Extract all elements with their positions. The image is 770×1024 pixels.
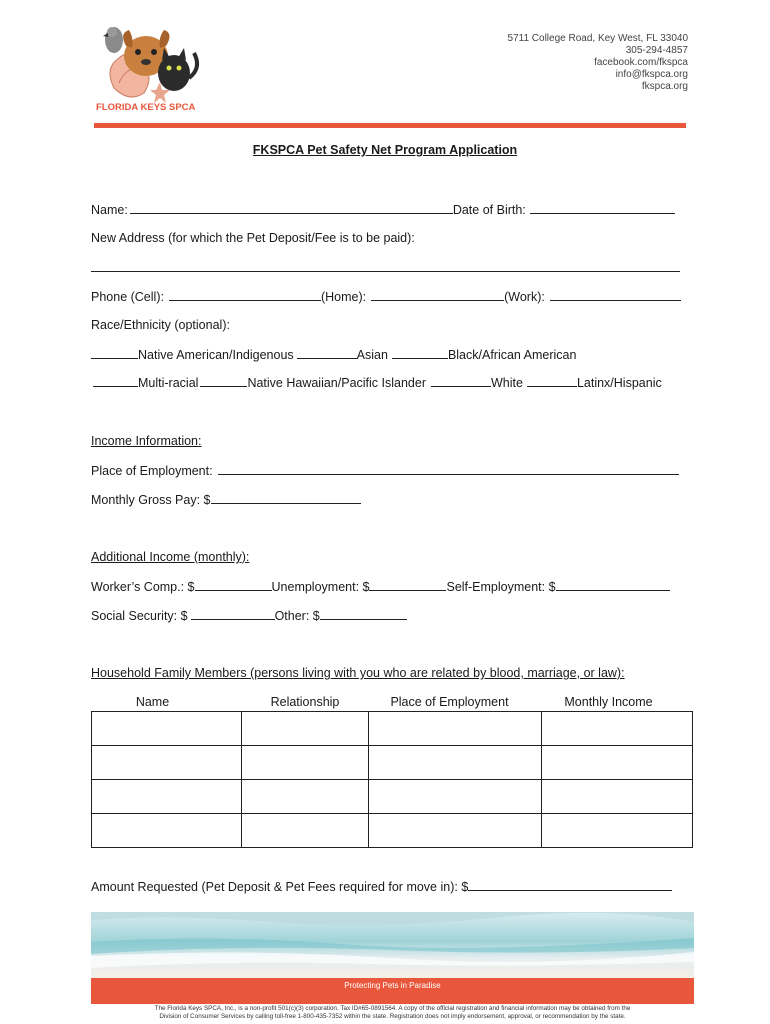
- gross-pay-row: [91, 491, 361, 508]
- table-cell[interactable]: [241, 746, 368, 780]
- name-label: Name:: [91, 203, 128, 217]
- workers-comp-field[interactable]: [195, 578, 272, 591]
- table-cell[interactable]: [241, 814, 368, 848]
- race-row-1: [91, 346, 576, 363]
- col-header-relationship: Relationship: [270, 695, 340, 709]
- self-employment-label: Self-Employment: $: [446, 580, 556, 594]
- table-row: [92, 814, 693, 848]
- footer-note: [91, 1005, 694, 1021]
- multi-racial-blank[interactable]: [93, 374, 138, 387]
- race-row-2: [93, 374, 662, 391]
- tagline: Protecting Pets in Paradise: [344, 981, 441, 990]
- email-text: info@fkspca.org: [615, 69, 688, 80]
- table-row: [92, 712, 693, 746]
- footer-note-line-2: Division of Consumer Services by calling toll-free 1-800-435-7352 within the state. Registration does not imply endorsement, approval, or recommendation by the state.: [159, 1013, 626, 1020]
- phone-home-field[interactable]: [371, 288, 504, 301]
- phone-text: 305-294-4857: [625, 45, 688, 56]
- table-cell[interactable]: [542, 746, 693, 780]
- gross-pay-field[interactable]: [211, 491, 361, 504]
- social-security-label: Social Security: $: [91, 609, 188, 623]
- amount-field[interactable]: [468, 878, 672, 891]
- footer-bar: [91, 978, 694, 1004]
- table-cell[interactable]: [92, 780, 242, 814]
- latinx-blank[interactable]: [527, 374, 577, 387]
- phone-row: [91, 288, 681, 305]
- table-cell[interactable]: [542, 780, 693, 814]
- phone-work-label: (Work):: [504, 290, 545, 304]
- table-cell[interactable]: [368, 814, 542, 848]
- contact-info: [508, 33, 688, 93]
- additional-heading: Additional Income (monthly):: [91, 550, 250, 564]
- page-title: FKSPCA Pet Safety Net Program Application: [252, 143, 518, 157]
- black-blank[interactable]: [392, 346, 448, 359]
- black-label: Black/African American: [447, 348, 577, 362]
- table-cell[interactable]: [92, 814, 242, 848]
- hawaiian-label: Native Hawaiian/Pacific Islander: [247, 376, 426, 390]
- native-american-label: Native American/Indigenous: [138, 348, 294, 362]
- additional-row-2: [91, 607, 407, 624]
- workers-comp-label: Worker’s Comp.: $: [91, 580, 195, 594]
- asian-label: Asian: [356, 348, 388, 362]
- household-table: [91, 711, 693, 848]
- table-cell[interactable]: [542, 814, 693, 848]
- beach-banner: [91, 912, 694, 978]
- employment-row: [91, 462, 679, 479]
- dob-field[interactable]: [530, 201, 675, 214]
- table-row: [92, 780, 693, 814]
- additional-row-1: [91, 578, 670, 595]
- unemployment-field[interactable]: [369, 578, 446, 591]
- col-header-employment: Place of Employment: [390, 695, 509, 709]
- multi-racial-label: Multi-racial: [138, 376, 199, 390]
- dob-label: Date of Birth:: [452, 203, 526, 217]
- header-rule: [94, 123, 686, 128]
- website-text: fkspca.org: [641, 81, 688, 92]
- phone-cell-field[interactable]: [169, 288, 321, 301]
- table-row: [92, 746, 693, 780]
- beach-image-icon: [91, 912, 694, 978]
- table-cell[interactable]: [368, 712, 542, 746]
- table-cell[interactable]: [542, 712, 693, 746]
- table-cell[interactable]: [368, 746, 542, 780]
- amount-row: [91, 878, 672, 895]
- native-american-blank[interactable]: [91, 346, 138, 359]
- facebook-text: facebook.com/fkspca: [594, 57, 688, 68]
- name-field[interactable]: [130, 201, 453, 214]
- table-cell[interactable]: [241, 780, 368, 814]
- table-cell[interactable]: [92, 712, 242, 746]
- table-cell[interactable]: [241, 712, 368, 746]
- employment-label: Place of Employment:: [91, 464, 213, 478]
- self-employment-field[interactable]: [556, 578, 670, 591]
- phone-home-label: (Home):: [320, 290, 367, 304]
- employment-field[interactable]: [218, 462, 679, 475]
- animals-logo-icon: [94, 18, 204, 108]
- hawaiian-blank[interactable]: [200, 374, 247, 387]
- race-label: Race/Ethnicity (optional):: [91, 318, 230, 332]
- household-heading: Household Family Members (persons living with you who are related by blood, marriage, or law):: [91, 666, 625, 680]
- name-row: [91, 201, 675, 218]
- other-field[interactable]: [320, 607, 407, 620]
- address-field[interactable]: [91, 271, 680, 272]
- other-label: Other: $: [274, 609, 320, 623]
- phone-cell-label: Phone (Cell):: [91, 290, 164, 304]
- white-label: White: [491, 376, 523, 390]
- phone-work-field[interactable]: [550, 288, 681, 301]
- col-header-income: Monthly Income: [564, 695, 653, 709]
- gross-pay-label: Monthly Gross Pay: $: [91, 493, 211, 507]
- address-label: New Address (for which the Pet Deposit/Fee is to be paid):: [91, 231, 415, 245]
- latinx-label: Latinx/Hispanic: [576, 376, 662, 390]
- logo: [94, 18, 204, 118]
- org-name: FLORIDA KEYS SPCA: [96, 102, 196, 113]
- income-heading: Income Information:: [91, 434, 202, 448]
- social-security-field[interactable]: [191, 607, 275, 620]
- asian-blank[interactable]: [297, 346, 357, 359]
- unemployment-label: Unemployment: $: [271, 580, 370, 594]
- amount-label: Amount Requested (Pet Deposit & Pet Fees required for move in): $: [91, 880, 469, 894]
- white-blank[interactable]: [431, 374, 491, 387]
- table-cell[interactable]: [368, 780, 542, 814]
- address-text: 5711 College Road, Key West, FL 33040: [507, 33, 688, 44]
- col-header-name: Name: [135, 695, 170, 709]
- table-cell[interactable]: [92, 746, 242, 780]
- footer-note-line-1: The Florida Keys SPCA, Inc., is a non-profit 501(c)(3) corporation. Tax ID#65-0891564. A copy of the official registration and financial information may be obtained from the: [154, 1005, 631, 1012]
